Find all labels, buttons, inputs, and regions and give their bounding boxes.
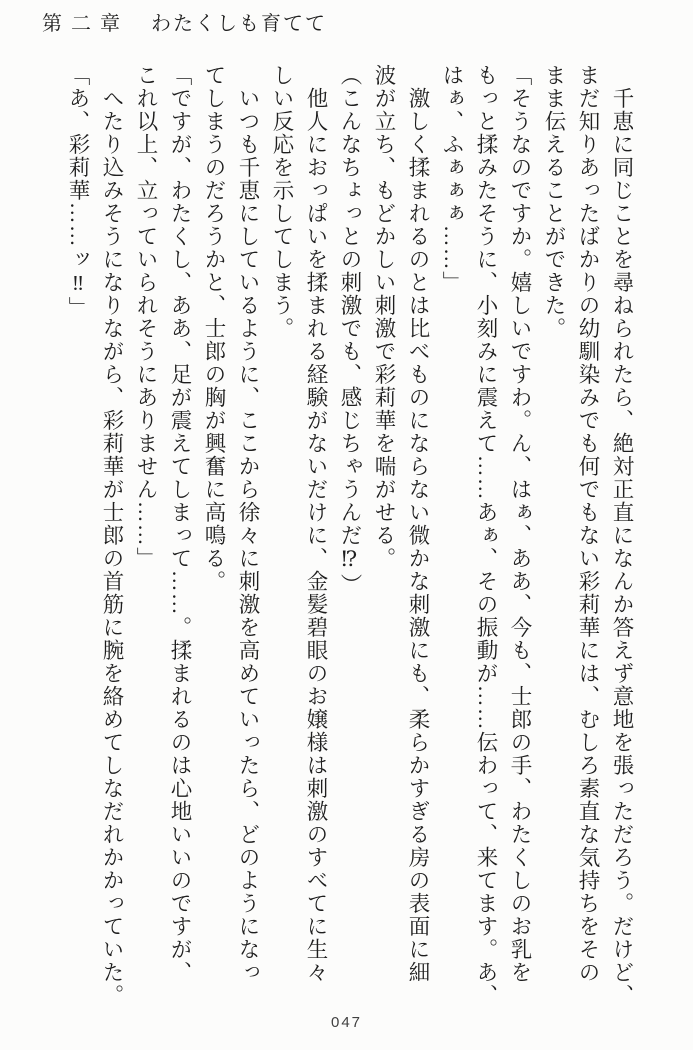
text-column: これ以上、立っていられそうにありません……」 bbox=[134, 64, 158, 570]
text-body bbox=[61, 64, 639, 1008]
text-column: いつも千恵にしているように、ここから徐々に刺激を高めていったら、どのようになっ bbox=[236, 87, 260, 984]
text-column: まだ知りあったばかりの幼馴染みでも何でもない彩莉華には、むしろ素直な気持ちをその bbox=[576, 64, 600, 984]
text-column: しい反応を示してしまう。 bbox=[270, 64, 294, 340]
text-column: へたり込みそうになりながら、彩莉華が士郎の首筋に腕を絡めてしなだれかかっていた。 bbox=[100, 87, 124, 1007]
text-column: まま伝えることができた。 bbox=[542, 64, 566, 340]
chapter-number: 第二章 bbox=[42, 13, 129, 35]
text-column: 「あ、彩莉華……ッ‼」 bbox=[66, 64, 90, 320]
chapter-header bbox=[42, 7, 327, 36]
text-column: 千恵に同じことを尋ねられたら、絶対正直になんか答えず意地を張っただろう。だけど、 bbox=[610, 87, 634, 1007]
text-column: （こんなちょっとの刺激でも、感じちゃうんだ⁉） bbox=[338, 64, 362, 597]
text-column: 「そうなのですか。嬉しいですわ。ん、はぁ、ああ、今も、士郎の手、わたくしのお乳を bbox=[508, 64, 532, 984]
chapter-title: わたくしも育てて bbox=[151, 13, 327, 35]
text-column: てしまうのだろうかと、士郎の胸が興奮に高鳴る。 bbox=[202, 64, 226, 593]
page-number: 047 bbox=[330, 1014, 363, 1031]
text-column: はぁ、ふぁぁぁ……」 bbox=[440, 64, 464, 294]
text-column: 波が立ち、もどかしい刺激で彩莉華を喘がせる。 bbox=[372, 64, 396, 570]
text-column: 他人におっぱいを揉まれる経験がないだけに、金髪碧眼のお嬢様は刺激のすべてに生々 bbox=[304, 87, 328, 984]
text-column: もっと揉みたそうに、小刻みに震えて……あぁ、その振動が……伝わって、来てます。あ、 bbox=[474, 64, 498, 1007]
text-column: 「ですが、わたくし、ああ、足が震えてしまって……。揉まれるのは心地いいのですが、 bbox=[168, 64, 192, 984]
text-column: 激しく揉まれるのとは比べものにならない微かな刺激にも、柔らかすぎる房の表面に細 bbox=[406, 87, 430, 984]
page-footer bbox=[0, 1014, 693, 1031]
